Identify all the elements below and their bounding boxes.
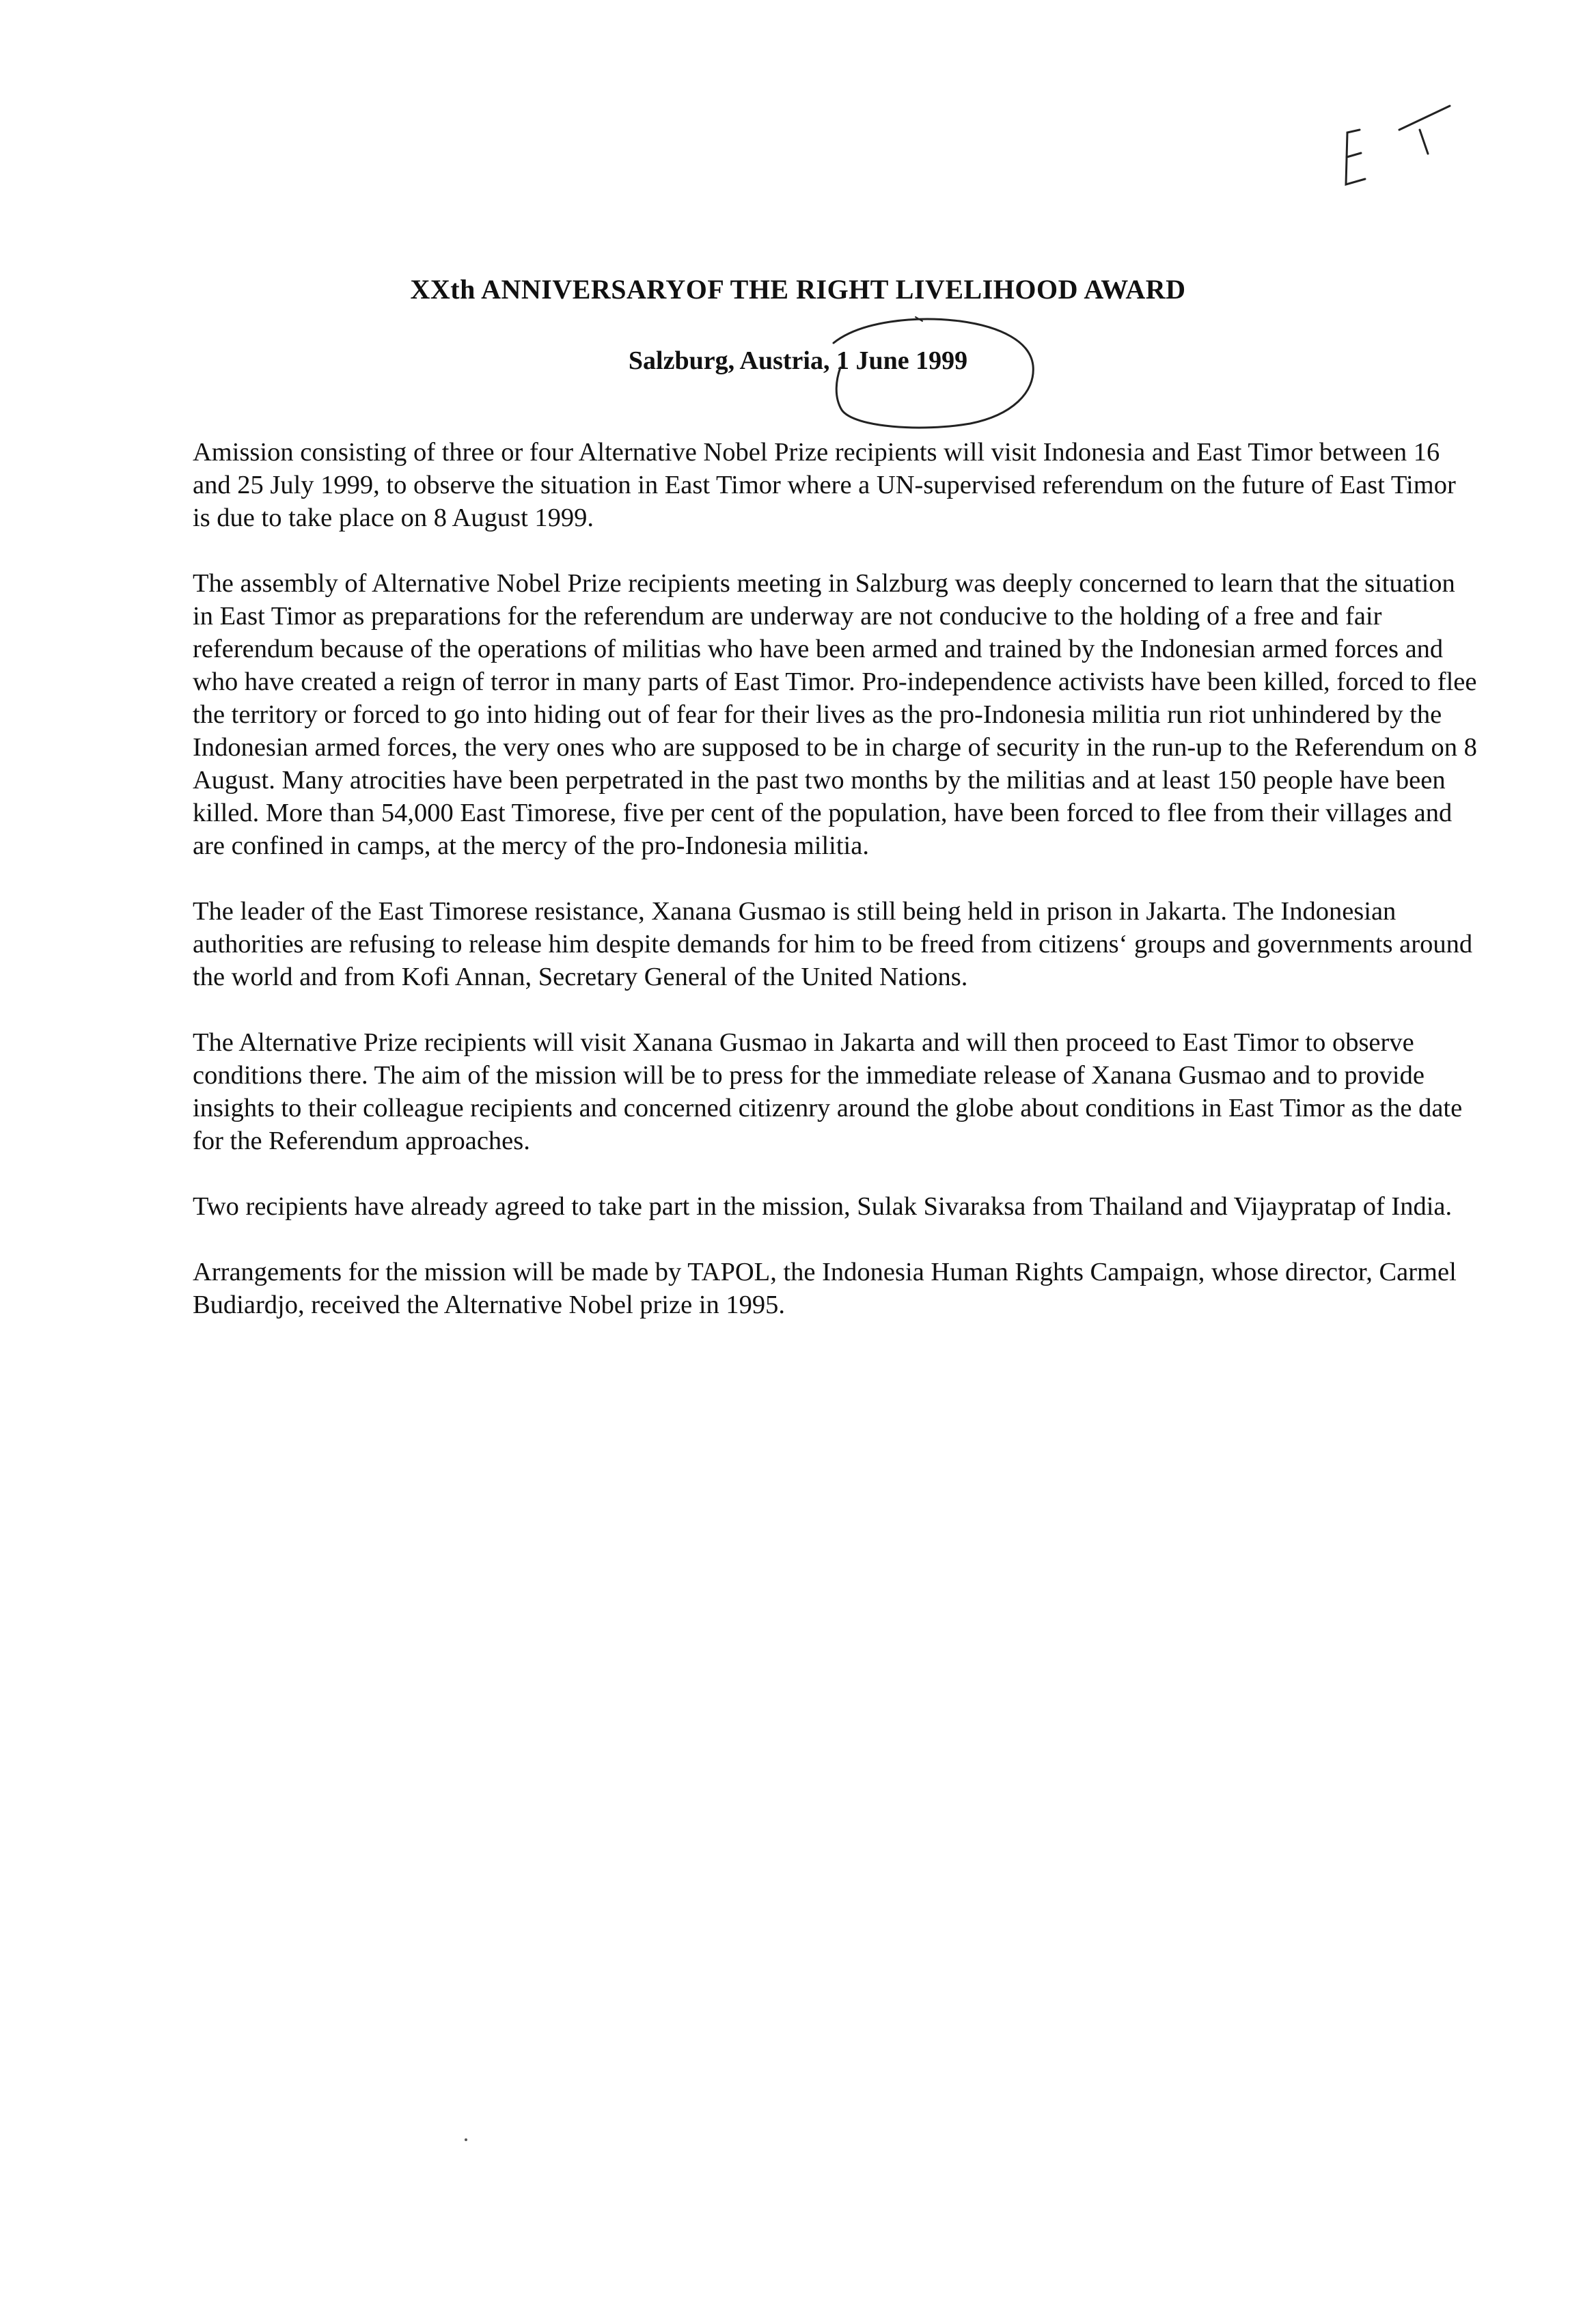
document-subtitle: Salzburg, Austria, 1 June 1999: [628, 346, 968, 375]
paragraph-recipients: Two recipients have already agreed to take part in the mission, Sulak Sivaraksa from Thailand and Vijaypratap of India.: [193, 1192, 1453, 1221]
paragraph-mission: Amission consisting of three or four Alternative Nobel Prize recipients will visit Indonesia and East Timor between 16 and 25 July 1999, to observe the situation in East Timor where a UN-supervised referendum on the future of East Timor is due to take place on 8 August 1999.: [193, 438, 1456, 532]
document-title: XXth ANNIVERSARYOF THE RIGHT LIVELIHOOD AWARD: [410, 274, 1186, 305]
paragraph-mission-aim: The Alternative Prize recipients will visit Xanana Gusmao in Jakarta and will then proceed to East Timor to observe conditions there. The aim of the mission will be to press for the immediate release of Xanana Gusmao and to provide insights to their colleague recipients and concerned citizenry around the globe about conditions in East Timor as the date for the Referendum approaches.: [193, 1028, 1463, 1155]
document-body: [193, 436, 1477, 1354]
paragraph-arrangements: Arrangements for the mission will be made by TAPOL, the Indonesia Human Rights Campaign, whose director, Carmel Budiardjo, received the Alternative Nobel prize in 1995.: [193, 1258, 1457, 1319]
scan-speck: [465, 2138, 467, 2141]
paragraph-assembly-concern: The assembly of Alternative Nobel Prize recipients meeting in Salzburg was deeply concerned to learn that the situation in East Timor as preparations for the referendum are underway are not conducive to the holding of a free and fair referendum because of the operations of militias who have been armed and trained by the Indonesian armed forces and who have created a reign of terror in many parts of East Timor. Pro-independence activists have been killed, forced to flee the territory or forced to go into hiding out of fear for their lives as the pro-Indonesia militia run riot unhindered by the Indonesian armed forces, the very ones who are supposed to be in charge of security in the run-up to the Referendum on 8 August. Many atrocities have been perpetrated in the past two months by the militias and at least 150 people have been killed. More than 54,000 East Timorese, five per cent of the population, have been forced to flee from their villages and are confined in camps, at the mercy of the pro-Indonesia militia.: [193, 569, 1477, 860]
handwritten-initials: [1332, 102, 1462, 198]
paragraph-xanana-gusmao: The leader of the East Timorese resistance, Xanana Gusmao is still being held in prison in Jakarta. The Indonesian authorities are refusing to release him despite demands for him to be freed from citizens‘ groups and governments around the world and from Kofi Annan, Secretary General of the United Nations.: [193, 897, 1473, 991]
